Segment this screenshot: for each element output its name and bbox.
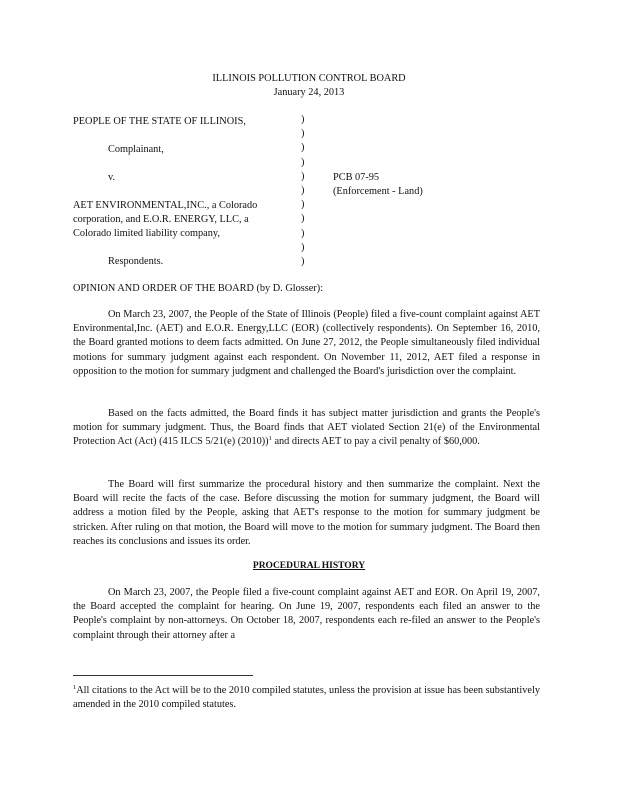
footnote-text: All citations to the Act will be to the 2010 compiled statutes, unless the provision at issue has been substantively amended in the 2010 compiled statutes.	[73, 685, 540, 711]
decision-date: January 24, 2013	[273, 87, 345, 98]
caption-paren: )	[301, 170, 305, 182]
caption-paren: )	[301, 128, 305, 140]
section-heading-text: PROCEDURAL HISTORY	[252, 561, 366, 571]
case-number: PCB 07-95	[333, 172, 380, 183]
caption-paren: )	[301, 142, 305, 154]
paragraph-2-text-end: and directs AET to pay a civil penalty of $60,000.	[274, 436, 480, 448]
footnote-marker: 1	[73, 684, 77, 691]
body-paragraph-3: The Board will first summarize the procedural history and then summarize the complaint. Next the Board will recite the facts of the case. Before discussing the motion for summary judgment, the Board will address a motion filed by the People, asking that AET's response to the motion for summary judgment be stricken. After ruling on that motion, the Board will move to the motion for summary judgment. The Board then reaches its conclusions and issues its order.	[73, 479, 540, 547]
defendant-line-1: AET ENVIRONMENTAL,INC., a Colorado	[73, 200, 258, 211]
body-paragraph-2	[73, 407, 540, 450]
caption-paren: )	[301, 114, 305, 125]
footnote-separator	[73, 675, 253, 676]
caption-paren: )	[301, 227, 305, 239]
plaintiff-name: PEOPLE OF THE STATE OF ILLINOIS,	[73, 116, 246, 127]
caption-paren: )	[301, 185, 305, 197]
defendant-line-2: corporation, and E.O.R. ENERGY, LLC, a	[73, 214, 249, 225]
complainant-label: Complainant,	[108, 144, 164, 155]
caption-paren: )	[301, 199, 305, 211]
footnote	[73, 684, 540, 712]
body-paragraph-1: On March 23, 2007, the People of the State of Illinois (People) filed a five-count complaint against AET Environmental,Inc. (AET) and E.O.R. Energy,LLC (EOR) (collectively respondents). On September 16, 2010, the Board granted motions to deem facts admitted. On June 27, 2012, the People simultaneously filed individual motions for summary judgment against each respondent. On November 11, 2012, AET filed a response in opposition to the motion for summary judgment and challenged the Board's jurisdiction over the complaint.	[73, 309, 540, 377]
paragraph-2-text: Based on the facts admitted, the Board finds it has subject matter jurisdiction and grants the People's motion for summary judgment. Thus, the Board finds that AET violated Section 21(e) of the Environmental Protection Act (Act) (415 ILCS 5/21(e) (2010))	[73, 408, 540, 448]
caption-paren-column	[301, 113, 311, 269]
agency-title: ILLINOIS POLLUTION CONTROL BOARD	[212, 73, 406, 84]
caption-paren: )	[301, 213, 305, 225]
caption-paren: )	[301, 156, 305, 168]
body-paragraph-4: On March 23, 2007, the People filed a five-count complaint against AET and EOR. On April 19, 2007, the Board accepted the complaint for hearing. On June 19, 2007, respondents each filed an answer to the People's complaint by non-attorneys. On October 18, 2007, respondents each re-filed an answer to the People's complaint through their attorney after a	[73, 587, 540, 641]
case-type: (Enforcement - Land)	[333, 186, 423, 197]
caption-paren: )	[301, 241, 305, 253]
caption-paren: )	[301, 256, 305, 268]
opinion-heading: OPINION AND ORDER OF THE BOARD (by D. Glosser):	[73, 283, 324, 294]
footnote-reference: 1	[268, 435, 272, 443]
versus-label: v.	[108, 172, 116, 183]
defendant-line-3: Colorado limited liability company,	[73, 228, 220, 239]
section-heading	[0, 559, 618, 573]
respondents-label: Respondents.	[108, 256, 164, 267]
